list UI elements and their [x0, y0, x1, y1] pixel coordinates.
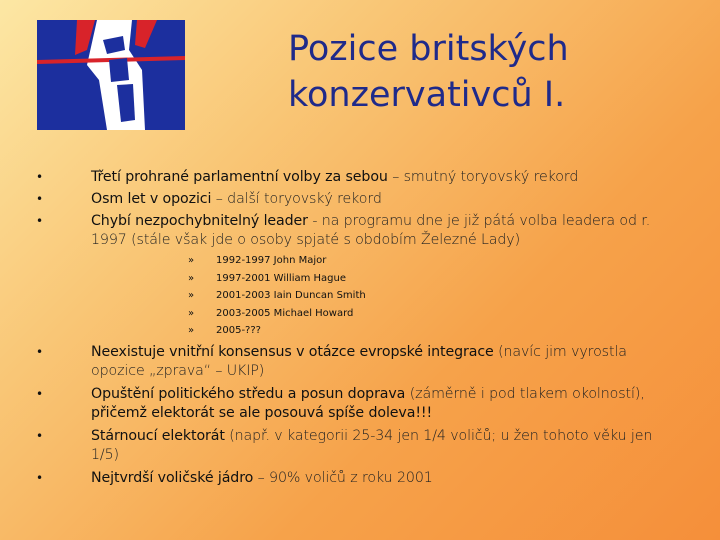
sub-list-item — [188, 305, 353, 323]
sub-item-text: 2005-??? — [216, 325, 261, 337]
bullet-rest: (navíc jim vyrostla opozice „zprava“ – UKIP) — [91, 344, 627, 379]
bullet-item — [36, 385, 681, 423]
bullet-rest: - na programu dne je již pátá volba leadera od r. 1997 (stále však jde o osoby spjaté s obdobím Železné Lady) — [91, 213, 651, 248]
bullet-rest: – další toryovský rekord — [211, 191, 382, 207]
sub-bullet-marker: » — [188, 272, 195, 284]
bullet-rest: (např. v kategorii 25-34 jen 1/4 voličů; u žen tohoto věku jen 1/5) — [91, 428, 653, 463]
bullet-main-2: přičemž elektorát se ale posouvá spíše doleva!!! — [91, 405, 433, 421]
bullet-rest: (záměrně i pod tlakem okolností), — [405, 386, 645, 402]
sub-item-text: 2001-2003 Iain Duncan Smith — [216, 290, 366, 302]
sub-list-item — [188, 287, 366, 305]
sub-item-text: 1997-2001 William Hague — [216, 272, 346, 284]
sub-list-item — [188, 252, 326, 270]
bullet-marker: • — [36, 192, 43, 206]
bullet-marker: • — [36, 345, 43, 359]
bullet-marker: • — [36, 471, 43, 485]
bullet-main: Chybí nezpochybnitelný leader — [91, 213, 308, 229]
bullet-rest: – 90% voličů z roku 2001 — [253, 470, 433, 486]
bullet-marker: • — [36, 170, 43, 184]
sub-item-text: 2003-2005 Michael Howard — [216, 307, 354, 319]
title-line-2: konzervativců I. — [288, 75, 566, 115]
sub-list-item — [188, 270, 346, 288]
sub-bullet-marker: » — [188, 290, 195, 302]
bullet-item — [36, 427, 681, 465]
bullet-main: Stárnoucí elektorát — [91, 428, 225, 444]
sub-bullet-marker: » — [188, 325, 195, 337]
sub-bullet-marker: » — [188, 255, 195, 266]
bullet-marker: • — [36, 387, 43, 401]
bullet-marker: • — [36, 214, 43, 228]
sub-item-text: 1992-1997 John Major — [216, 255, 327, 266]
sub-list-item — [188, 322, 261, 340]
bullet-main: Opuštění politického středu a posun doprava — [91, 386, 406, 402]
bullet-item — [36, 343, 681, 381]
bullet-item — [36, 168, 681, 187]
bullet-item — [36, 190, 681, 209]
bullet-main: Neexistuje vnitřní konsensus v otázce evropské integrace — [91, 344, 494, 360]
bullet-rest: – smutný toryovský rekord — [387, 169, 579, 185]
bullet-main: Nejtvrdší voličské jádro — [91, 470, 254, 486]
bullet-item — [36, 212, 681, 250]
sub-bullet-marker: » — [188, 307, 195, 319]
bullet-marker: • — [36, 429, 43, 443]
bullet-item — [36, 469, 681, 488]
bullet-main: Třetí prohrané parlamentní volby za sebou — [91, 169, 388, 185]
bullet-main: Osm let v opozici — [91, 191, 212, 207]
title-line-1: Pozice britských — [288, 29, 569, 69]
